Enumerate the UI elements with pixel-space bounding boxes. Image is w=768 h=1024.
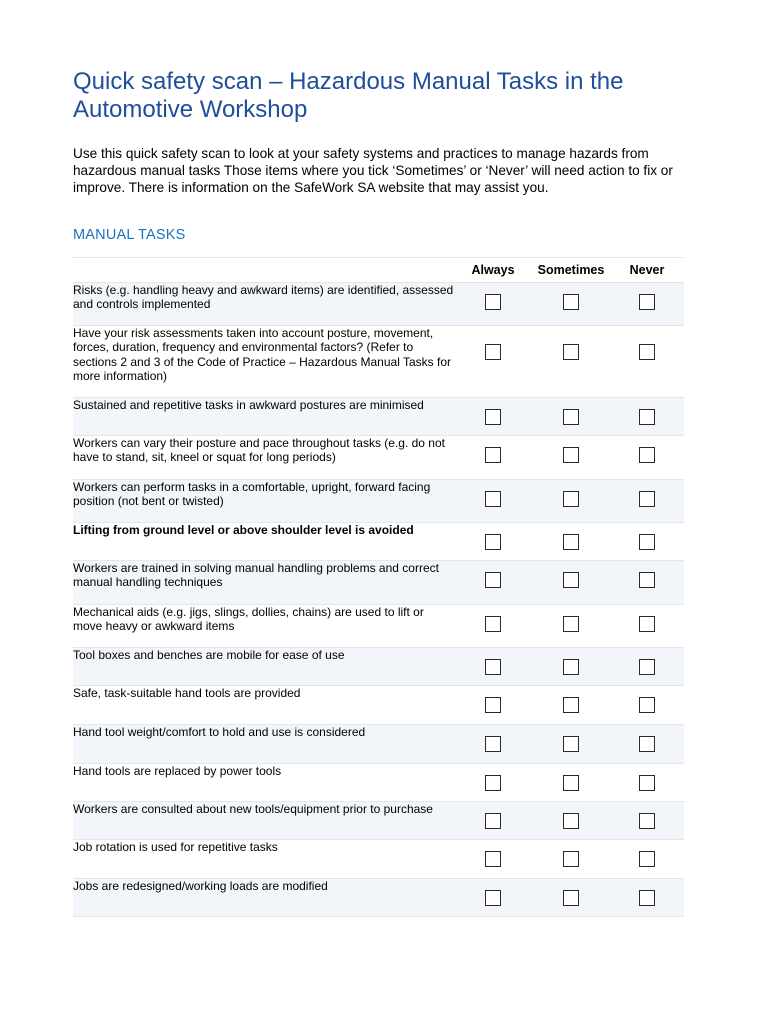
checkbox-cell-always: [454, 686, 532, 725]
checkbox-never[interactable]: [639, 491, 655, 507]
checklist-item-text: Have your risk assessments taken into account posture, movement, forces, duration, frequency and environmental factors? (Refer to sections 2 and 3 of the Code of Practice – Hazardous Manual Tasks for more information): [73, 326, 454, 398]
checkbox-cell-always: [454, 605, 532, 648]
checklist-row: [73, 398, 684, 436]
checkbox-always[interactable]: [485, 775, 501, 791]
checklist-item-text: Lifting from ground level or above shoulder level is avoided: [73, 523, 454, 561]
checkbox-always[interactable]: [485, 344, 501, 360]
checkbox-sometimes[interactable]: [563, 736, 579, 752]
checkbox-cell-never: [610, 725, 684, 764]
intro-paragraph: Use this quick safety scan to look at your safety systems and practices to manage hazards from hazardous manual tasks Those items where you tick ‘Sometimes’ or ‘Never’ will need action to fix or improve. There is information on the SafeWork SA website that may assist you.: [73, 146, 673, 195]
checklist-item-text: Risks (e.g. handling heavy and awkward items) are identified, assessed and controls implemented: [73, 283, 454, 326]
checkbox-cell-never: [610, 398, 684, 436]
checklist-item-text: Jobs are redesigned/working loads are modified: [73, 879, 454, 917]
checkbox-never[interactable]: [639, 851, 655, 867]
checkbox-sometimes[interactable]: [563, 447, 579, 463]
checkbox-cell-sometimes: [532, 398, 610, 436]
checkbox-cell-sometimes: [532, 283, 610, 326]
checklist-item-text: Workers are consulted about new tools/equipment prior to purchase: [73, 802, 454, 840]
checkbox-never[interactable]: [639, 447, 655, 463]
checkbox-sometimes[interactable]: [563, 572, 579, 588]
checklist-item-text: Sustained and repetitive tasks in awkward postures are minimised: [73, 398, 454, 436]
checklist-row: [73, 326, 684, 398]
checkbox-cell-sometimes: [532, 523, 610, 561]
checkbox-cell-never: [610, 879, 684, 917]
checklist-item-text: Mechanical aids (e.g. jigs, slings, dollies, chains) are used to lift or move heavy or awkward items: [73, 605, 454, 648]
checkbox-cell-never: [610, 561, 684, 605]
checklist-row: [73, 523, 684, 561]
checkbox-never[interactable]: [639, 616, 655, 632]
checkbox-never[interactable]: [639, 534, 655, 550]
checkbox-cell-sometimes: [532, 840, 610, 879]
checklist-item-text: Safe, task-suitable hand tools are provided: [73, 686, 454, 725]
checklist-row: [73, 725, 684, 764]
column-header-item: [73, 258, 454, 283]
checkbox-sometimes[interactable]: [563, 851, 579, 867]
checklist-row: [73, 686, 684, 725]
checkbox-cell-sometimes: [532, 561, 610, 605]
checkbox-cell-always: [454, 436, 532, 480]
checklist-item-text: Hand tool weight/comfort to hold and use is considered: [73, 725, 454, 764]
checkbox-cell-always: [454, 879, 532, 917]
checklist-row: [73, 283, 684, 326]
checkbox-always[interactable]: [485, 447, 501, 463]
checkbox-never[interactable]: [639, 344, 655, 360]
checkbox-always[interactable]: [485, 491, 501, 507]
checkbox-cell-never: [610, 686, 684, 725]
checkbox-never[interactable]: [639, 736, 655, 752]
checkbox-cell-always: [454, 480, 532, 523]
checkbox-always[interactable]: [485, 659, 501, 675]
checkbox-cell-sometimes: [532, 605, 610, 648]
checkbox-cell-sometimes: [532, 648, 610, 686]
checklist-item-text: Workers can vary their posture and pace throughout tasks (e.g. do not have to stand, sit, kneel or squat for long periods): [73, 436, 454, 480]
checkbox-cell-sometimes: [532, 326, 610, 398]
checklist-item-text: Workers can perform tasks in a comfortable, upright, forward facing position (not bent or twisted): [73, 480, 454, 523]
checkbox-cell-never: [610, 523, 684, 561]
checkbox-cell-sometimes: [532, 480, 610, 523]
checklist-item-text: Job rotation is used for repetitive tasks: [73, 840, 454, 879]
checkbox-cell-never: [610, 840, 684, 879]
checklist-row: [73, 802, 684, 840]
checkbox-sometimes[interactable]: [563, 659, 579, 675]
checklist-row: [73, 436, 684, 480]
checkbox-never[interactable]: [639, 813, 655, 829]
checkbox-cell-sometimes: [532, 686, 610, 725]
checklist-row: [73, 605, 684, 648]
checkbox-cell-never: [610, 480, 684, 523]
checkbox-cell-always: [454, 561, 532, 605]
checkbox-cell-always: [454, 802, 532, 840]
checklist-row: [73, 480, 684, 523]
checkbox-cell-sometimes: [532, 725, 610, 764]
checkbox-never[interactable]: [639, 659, 655, 675]
checkbox-sometimes[interactable]: [563, 344, 579, 360]
checkbox-cell-never: [610, 436, 684, 480]
checklist-row: [73, 840, 684, 879]
column-header-sometimes: Sometimes: [532, 258, 610, 283]
checkbox-sometimes[interactable]: [563, 697, 579, 713]
checkbox-always[interactable]: [485, 697, 501, 713]
checkbox-cell-never: [610, 802, 684, 840]
checkbox-cell-sometimes: [532, 764, 610, 802]
checkbox-always[interactable]: [485, 534, 501, 550]
checklist-table: [73, 257, 684, 917]
checkbox-always[interactable]: [485, 736, 501, 752]
checkbox-sometimes[interactable]: [563, 890, 579, 906]
checkbox-always[interactable]: [485, 572, 501, 588]
checkbox-sometimes[interactable]: [563, 491, 579, 507]
checkbox-cell-always: [454, 283, 532, 326]
checkbox-always[interactable]: [485, 294, 501, 310]
column-header-never: Never: [610, 258, 684, 283]
checklist-header-row: [73, 258, 684, 283]
checkbox-sometimes[interactable]: [563, 616, 579, 632]
checklist-item-text: Hand tools are replaced by power tools: [73, 764, 454, 802]
checkbox-sometimes[interactable]: [563, 294, 579, 310]
checkbox-cell-sometimes: [532, 436, 610, 480]
checkbox-always[interactable]: [485, 890, 501, 906]
checklist-row: [73, 764, 684, 802]
checkbox-sometimes[interactable]: [563, 534, 579, 550]
checklist-item-text: Tool boxes and benches are mobile for ease of use: [73, 648, 454, 686]
checkbox-always[interactable]: [485, 409, 501, 425]
checkbox-cell-sometimes: [532, 879, 610, 917]
checklist-row: [73, 648, 684, 686]
checkbox-sometimes[interactable]: [563, 813, 579, 829]
checkbox-cell-always: [454, 648, 532, 686]
checkbox-cell-never: [610, 764, 684, 802]
checkbox-cell-always: [454, 398, 532, 436]
checklist-item-text: Workers are trained in solving manual handling problems and correct manual handling techniques: [73, 561, 454, 605]
checkbox-never[interactable]: [639, 294, 655, 310]
checkbox-cell-always: [454, 725, 532, 764]
checklist-body: [73, 283, 684, 917]
checklist-row: [73, 561, 684, 605]
checkbox-always[interactable]: [485, 851, 501, 867]
checkbox-cell-never: [610, 605, 684, 648]
checkbox-never[interactable]: [639, 409, 655, 425]
checkbox-cell-always: [454, 764, 532, 802]
checkbox-cell-sometimes: [532, 802, 610, 840]
page-title: Quick safety scan – Hazardous Manual Tasks in the Automotive Workshop: [73, 68, 624, 123]
checkbox-never[interactable]: [639, 697, 655, 713]
checkbox-cell-never: [610, 648, 684, 686]
checkbox-never[interactable]: [639, 890, 655, 906]
checklist-row: [73, 879, 684, 917]
column-header-always: Always: [454, 258, 532, 283]
checkbox-sometimes[interactable]: [563, 775, 579, 791]
checkbox-cell-always: [454, 523, 532, 561]
section-heading: MANUAL TASKS: [73, 227, 186, 243]
checkbox-cell-never: [610, 326, 684, 398]
checkbox-never[interactable]: [639, 775, 655, 791]
checkbox-always[interactable]: [485, 813, 501, 829]
checkbox-never[interactable]: [639, 572, 655, 588]
checkbox-cell-never: [610, 283, 684, 326]
checkbox-cell-always: [454, 326, 532, 398]
checkbox-sometimes[interactable]: [563, 409, 579, 425]
checkbox-always[interactable]: [485, 616, 501, 632]
checkbox-cell-always: [454, 840, 532, 879]
